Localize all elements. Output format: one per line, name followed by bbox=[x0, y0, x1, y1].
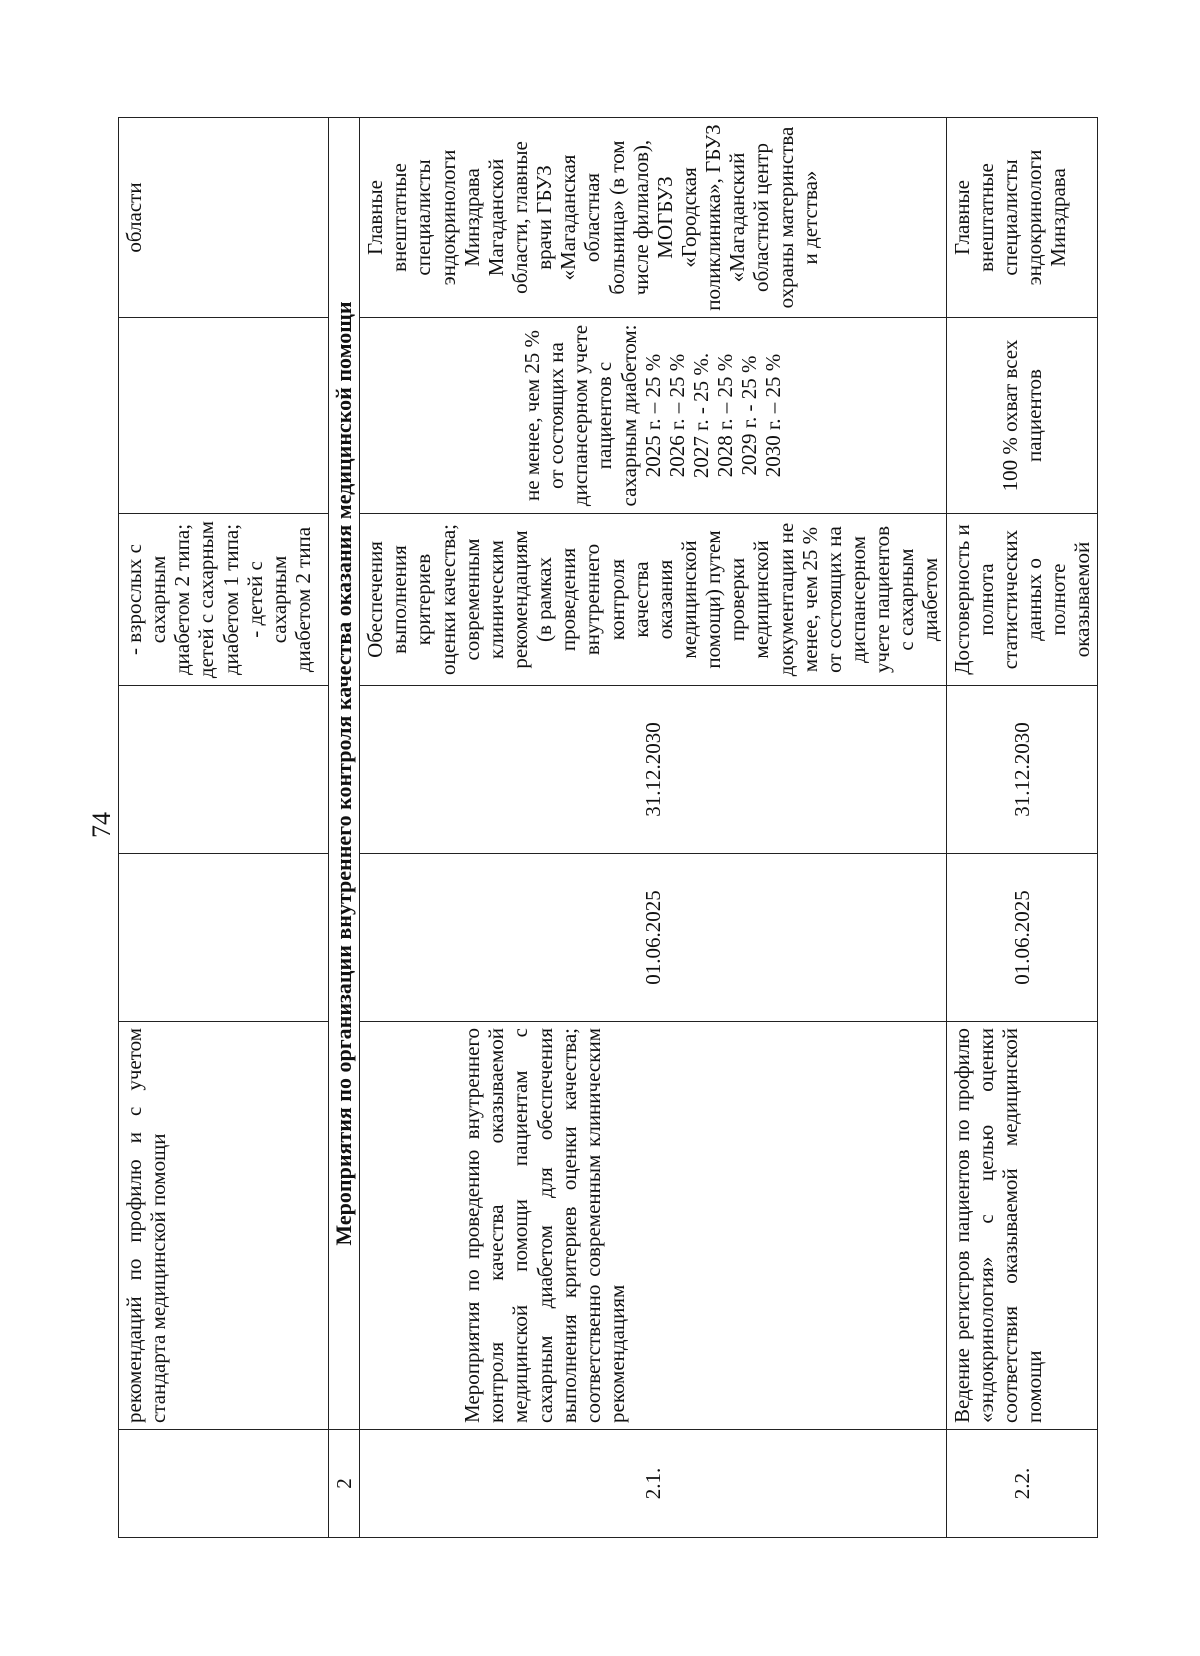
cell-number: 2.1. bbox=[360, 1430, 946, 1538]
section-number: 2 bbox=[329, 1430, 360, 1538]
indicator-line: 2030 г. – 25 % bbox=[761, 353, 786, 478]
cell-number bbox=[119, 1430, 329, 1538]
indicator-line: 2025 г. – 25 % bbox=[640, 353, 665, 478]
cell-responsible: области bbox=[119, 118, 329, 318]
cell-indicator bbox=[360, 318, 946, 514]
cell-measure: Ведение регистров пациентов по профилю «эндокринология» с целью оценки соответствия оказываемой медицинской помощи bbox=[946, 1022, 1098, 1430]
cell-end bbox=[119, 686, 329, 854]
cell-end: 31.12.2030 bbox=[946, 686, 1098, 854]
cell-measure: Мероприятия по проведению внутреннего контроля качества оказываемой медицинской помощи пациентам с сахарным диабетом для обеспечения выполнения критериев оценки качества; соответственно современным клиническим рекомендациям bbox=[360, 1022, 946, 1430]
indicator-line: 2029 г. - 25 % bbox=[737, 355, 762, 476]
cell-result: Обеспечения выполнения критериев оценки качества; современным клиническим рекомендациям (в рамках проведения внутреннего контроля качества оказания медицинской помощи) путем проверки медицинской документации не менее, чем 25 % от состоящих на диспансерном учете пациентов с сахарным диабетом bbox=[360, 514, 946, 686]
cell-result: - взрослых с сахарным диабетом 2 типа; детей с сахарным диабетом 1 типа; - детей с сахарным диабетом 2 типа bbox=[119, 514, 329, 686]
table-row bbox=[360, 118, 946, 1538]
table-row bbox=[946, 118, 1098, 1538]
indicator-line: 2027 г. - 25 %. bbox=[689, 352, 714, 479]
table-row bbox=[119, 118, 329, 1538]
cell-measure: рекомендаций по профилю и с учетом стандарта медицинской помощи bbox=[119, 1022, 329, 1430]
cell-indicator bbox=[119, 318, 329, 514]
cell-start bbox=[119, 854, 329, 1022]
cell-start: 01.06.2025 bbox=[360, 854, 946, 1022]
cell-indicator: 100 % охват всех пациентов bbox=[946, 318, 1098, 514]
cell-responsible: Главные внештатные специалисты эндокринологи Минздрава bbox=[946, 118, 1098, 318]
indicator-line: 2026 г. – 25 % bbox=[664, 353, 689, 478]
rotated-table-wrapper bbox=[118, 118, 1095, 1538]
indicator-line: не менее, чем 25 % от состоящих на диспансерном учете пациентов с сахарным диабетом: bbox=[520, 324, 641, 507]
plan-table bbox=[118, 117, 1098, 1538]
indicator-line: 2028 г. – 25 % bbox=[713, 353, 738, 478]
page-number: 74 bbox=[87, 812, 116, 838]
cell-start: 01.06.2025 bbox=[946, 854, 1098, 1022]
cell-number: 2.2. bbox=[946, 1430, 1098, 1538]
cell-result: Достоверность и полнота статистических данных о полноте оказываемой bbox=[946, 514, 1098, 686]
section-title: Мероприятия по организации внутреннего контроля качества оказания медицинской помощи bbox=[329, 118, 360, 1430]
section-row bbox=[329, 118, 360, 1538]
cell-end: 31.12.2030 bbox=[360, 686, 946, 854]
cell-responsible: Главные внештатные специалисты эндокринологи Минздрава Магаданской области, главные врачи ГБУЗ «Магаданская областная больница» (в том числе филиалов), МОГБУЗ «Городская поликлиника», ГБУЗ «Магаданский областной центр охраны материнства и детства» bbox=[360, 118, 946, 318]
